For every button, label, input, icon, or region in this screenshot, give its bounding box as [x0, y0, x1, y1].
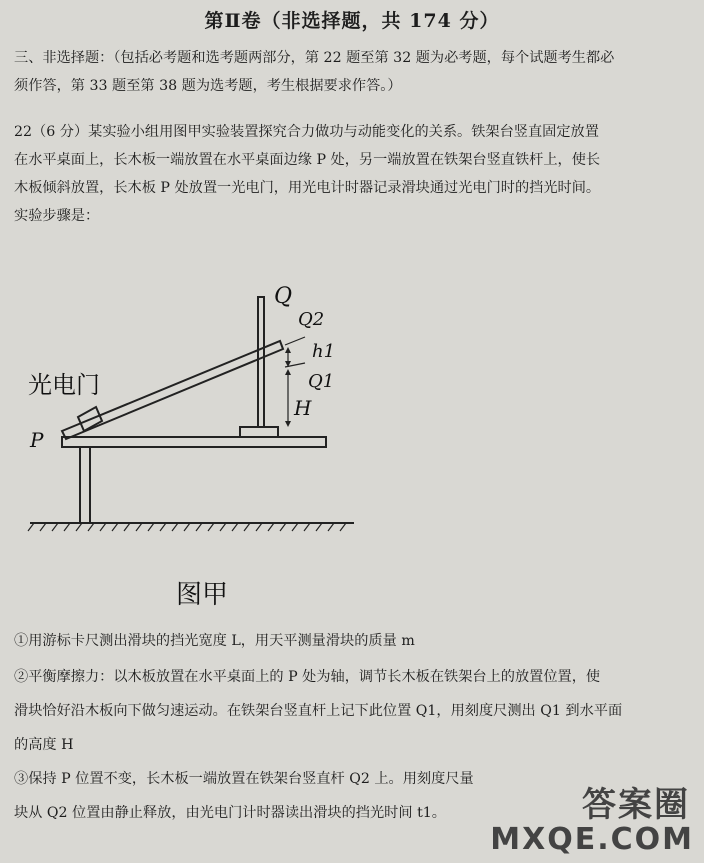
site-watermark	[490, 777, 700, 857]
instruction-line: 须作答，第 33 题至第 38 题为选考题，考生根据要求作答。）	[14, 78, 402, 94]
step-2-line: 的高度 H	[14, 737, 74, 753]
photogate-label: 光电门	[28, 371, 100, 399]
step-3-line: ③保持 P 位置不变，长木板一端放置在铁架台竖直杆 Q2 上。用刻度尺量	[14, 771, 474, 787]
table-leg	[80, 447, 90, 523]
question-line: 木板倾斜放置，长木板 P 处放置一光电门，用光电计时器记录滑块通过光电门时的挡光时间。	[14, 180, 601, 196]
question-line: 22（6 分）某实验小组用图甲实验装置探究合力做功与动能变化的关系。铁架台竖直固定放置	[14, 124, 599, 140]
experiment-figure	[18, 275, 368, 625]
watermark-domain: MXQE.COM	[490, 822, 694, 857]
watermark-logo-text: 答案圈	[582, 785, 690, 825]
question-line: 实验步骤是：	[14, 208, 100, 224]
arrow-head-icon	[285, 347, 291, 353]
stand-base	[240, 427, 278, 437]
stand-rod	[258, 297, 264, 427]
point-P-label: P	[30, 428, 44, 452]
height-H-label: H	[294, 396, 312, 420]
apparatus-diagram	[18, 275, 368, 625]
step-1: ①用游标卡尺测出滑块的挡光宽度 L，用天平测量滑块的质量 m	[14, 633, 415, 649]
step-3-line: 块从 Q2 位置由静止释放，由光电门计时器读出滑块的挡光时间 t1。	[14, 805, 446, 821]
table-top	[62, 437, 326, 447]
point-Q2-label: Q2	[298, 309, 325, 330]
figure-caption: 图甲	[176, 580, 229, 610]
question-line: 在水平桌面上，长木板一端放置在水平桌面边缘 P 处，另一端放置在铁架台竖直铁杆上，使长	[14, 152, 601, 168]
point-Q1-label: Q1	[308, 371, 335, 392]
arrow-head-icon	[285, 369, 291, 375]
step-2-line: 滑块恰好沿木板向下做匀速运动。在铁架台竖直杆上记下此位置 Q1，用刻度尺测出 Q1 到水平面	[14, 703, 623, 719]
ground-hatching	[28, 523, 346, 531]
question-22-stem	[14, 118, 692, 230]
page-title: 第Ⅱ卷（非选择题，共 174 分）	[204, 10, 500, 32]
section-instructions	[14, 44, 692, 100]
instruction-line: 三、非选择题：（包括必考题和选考题两部分，第 22 题至第 32 题为必考题，每个试题考生都必	[14, 50, 615, 66]
point-Q-label: Q	[274, 284, 293, 309]
h1-label: h1	[312, 341, 336, 362]
arrow-head-icon	[285, 421, 291, 427]
step-2-line: ②平衡摩擦力：以木板放置在水平桌面上的 P 处为轴，调节长木板在铁架台上的放置位置，使	[14, 669, 601, 685]
dimension-tick	[285, 337, 305, 345]
